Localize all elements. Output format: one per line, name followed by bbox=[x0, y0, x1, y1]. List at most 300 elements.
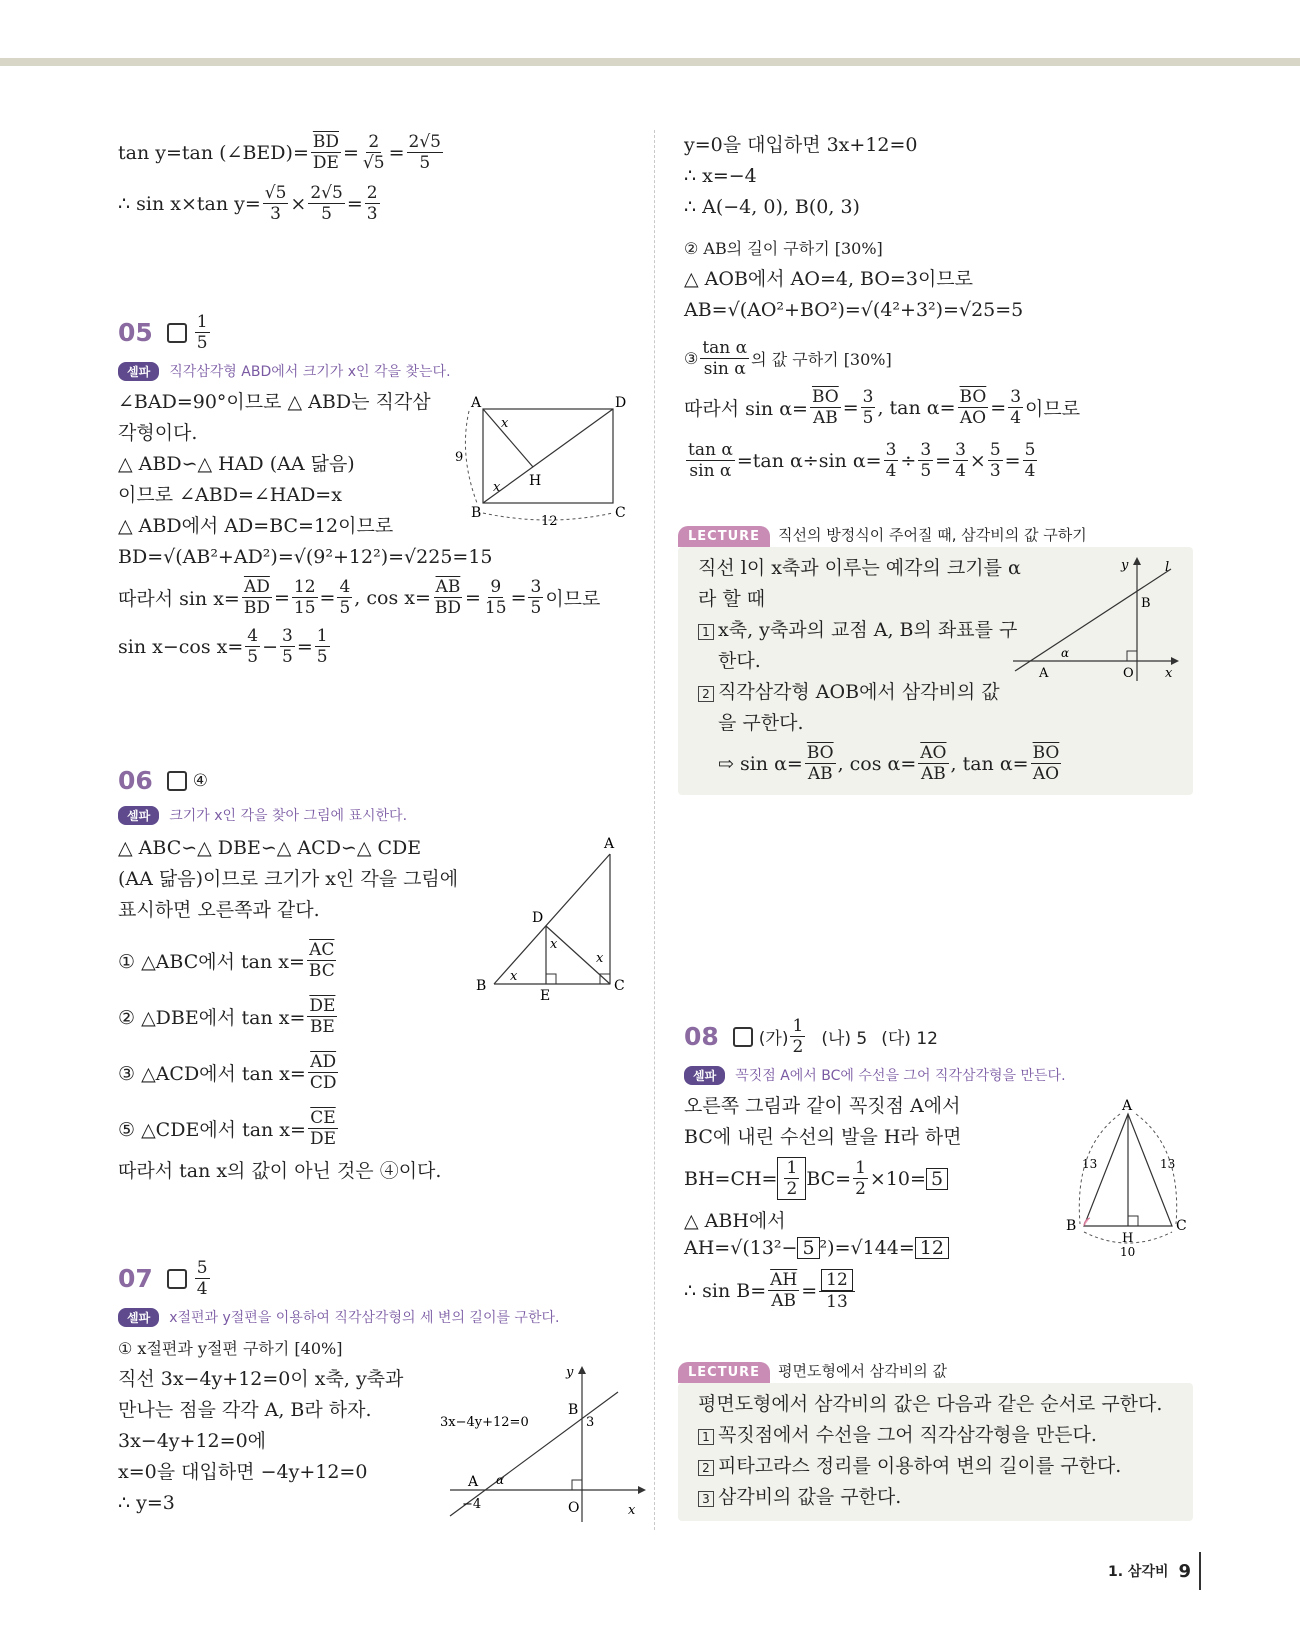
fraction bbox=[884, 440, 899, 481]
answer-icon bbox=[167, 771, 187, 791]
denominator: BD bbox=[243, 598, 270, 618]
angle-label-x: x bbox=[501, 416, 509, 431]
numerator: 1 bbox=[786, 1158, 798, 1178]
label-3: 3 bbox=[586, 1415, 595, 1430]
question-number: 05 bbox=[118, 318, 153, 347]
option-label: ⑤ △CDE에서 tan x= bbox=[118, 1118, 306, 1141]
text: 이므로 bbox=[1025, 398, 1081, 420]
answer-box: 12 bbox=[915, 1237, 949, 1259]
numerator: 1 bbox=[855, 1158, 866, 1178]
text-line: ∠BAD=90°이므로 △ ABD는 직각삼 bbox=[118, 391, 431, 413]
numerator: 2 bbox=[366, 183, 378, 203]
text: tan y=tan (∠BED)= bbox=[118, 141, 309, 164]
step-number: 1 bbox=[698, 624, 714, 640]
text: AH=√(13²− bbox=[684, 1237, 798, 1259]
numerator: $\overline{AO}$ bbox=[920, 743, 947, 763]
label-b: B bbox=[1141, 596, 1151, 611]
top-block bbox=[118, 132, 445, 224]
text: ⇨ sin α= bbox=[718, 752, 803, 775]
denominator: 4 bbox=[885, 461, 897, 481]
fraction bbox=[853, 1158, 868, 1199]
text: BC= bbox=[806, 1167, 852, 1190]
text-line: 오른쪽 그림과 같이 꼭짓점 A에서 bbox=[684, 1095, 961, 1117]
label-a: A bbox=[1039, 666, 1049, 681]
step-number: 2 bbox=[698, 1460, 714, 1476]
hint-tag: 셀파 bbox=[684, 1066, 725, 1085]
option-label: ③ △ACD에서 tan x= bbox=[118, 1062, 306, 1085]
denominator: 5 bbox=[920, 461, 932, 481]
fraction bbox=[805, 743, 836, 784]
label-a: A bbox=[1122, 1098, 1133, 1114]
angle-label-x: x bbox=[596, 951, 604, 966]
question-header bbox=[684, 1016, 1066, 1057]
q08-isosceles-figure bbox=[1060, 1098, 1210, 1258]
text-line: 표시하면 오른쪽과 같다. bbox=[118, 899, 320, 921]
lecture-tag: LECTURE bbox=[678, 526, 770, 547]
q06-triangle-figure bbox=[470, 832, 630, 1002]
answer-icon bbox=[733, 1027, 753, 1047]
text-line: 직선 l이 x축과 이루는 예각의 크기를 α bbox=[698, 557, 1021, 579]
fraction bbox=[768, 1270, 799, 1311]
line-l bbox=[1015, 569, 1171, 671]
hint-tag: 셀파 bbox=[118, 362, 159, 381]
hint-text: x절편과 y절편을 이용하여 직각삼각형의 세 변의 길이를 구한다. bbox=[169, 1310, 560, 1326]
numerator: tan α bbox=[688, 440, 733, 460]
text-line: 라 할 때 bbox=[698, 588, 766, 610]
denominator: √5 bbox=[362, 153, 385, 173]
q07-continued bbox=[684, 130, 1080, 481]
numerator: $\overline{BO}$ bbox=[806, 743, 834, 763]
fraction bbox=[292, 577, 318, 618]
numerator: 5 bbox=[989, 440, 1001, 460]
hint-text: 직각삼각형 ABD에서 크기가 x인 각을 찾는다. bbox=[169, 364, 451, 380]
text-line: ∴ x=−4 bbox=[684, 165, 757, 187]
numerator: 9 bbox=[490, 577, 502, 597]
numerator: $\overline{AD}$ bbox=[243, 577, 270, 597]
label-b: B bbox=[471, 505, 482, 521]
numerator: 1 bbox=[316, 626, 328, 646]
denominator: DE bbox=[309, 1128, 336, 1149]
text: sin x−cos x= bbox=[118, 635, 244, 658]
denominator: 3 bbox=[366, 204, 378, 224]
denominator: 5 bbox=[282, 647, 293, 667]
x-label: x bbox=[1165, 666, 1173, 681]
denominator: 2 bbox=[786, 1179, 798, 1199]
denominator: 4 bbox=[1010, 408, 1022, 428]
denominator: BC bbox=[308, 960, 335, 981]
numerator: 5 bbox=[1024, 440, 1036, 460]
angle-alpha: α bbox=[1061, 646, 1070, 660]
answer-box: 5 bbox=[797, 1237, 819, 1259]
text: ∴ sin B= bbox=[684, 1279, 767, 1302]
option-row bbox=[118, 932, 458, 988]
denominator: CD bbox=[309, 1072, 337, 1093]
step-text: 피타고라스 정리를 이용하여 변의 길이를 구한다. bbox=[718, 1455, 1122, 1477]
right-angle-h bbox=[1128, 1216, 1138, 1226]
label-a: A bbox=[471, 395, 482, 411]
numerator: 2 bbox=[368, 132, 380, 152]
numerator: 2√5 bbox=[310, 183, 343, 203]
label-13: 13 bbox=[1082, 1157, 1098, 1171]
text-line: 만나는 점을 각각 A, B라 하자. bbox=[118, 1399, 372, 1421]
fraction bbox=[433, 577, 463, 618]
denominator: AB bbox=[812, 408, 838, 428]
numerator: $\overline{BO}$ bbox=[959, 387, 987, 407]
text-line: BC에 내린 수선의 발을 H라 하면 bbox=[684, 1126, 962, 1148]
top-banner bbox=[0, 58, 1300, 66]
numerator: 3 bbox=[282, 626, 293, 646]
answer-fraction bbox=[195, 312, 210, 353]
denominator: sin α bbox=[703, 359, 746, 379]
text-line: 이므로 ∠ABD=∠HAD=x bbox=[118, 484, 342, 506]
text: , tan α= bbox=[950, 752, 1029, 775]
denominator: BD bbox=[434, 598, 461, 618]
numerator: 3 bbox=[955, 440, 966, 460]
lecture-content bbox=[678, 1383, 1193, 1521]
fraction bbox=[311, 132, 341, 173]
text-line: 3x−4y+12=0에 bbox=[118, 1430, 267, 1452]
tan-over-sin-line: $\frac{\text{tan α}}{\text{sin α}}$ =tan α÷sin α= $\frac{3}{4}$ ÷ $\frac{3}{5}$ = $\frac{3}{4}$ × $\frac{5}{3}$ = $\frac{5}{4}$ bbox=[688, 440, 1036, 481]
label-b: B bbox=[1066, 1218, 1077, 1234]
question-06 bbox=[118, 766, 458, 1187]
label-9: 9 bbox=[455, 450, 464, 465]
lecture-content bbox=[678, 547, 1193, 795]
denominator: 5 bbox=[862, 408, 874, 428]
step-2-heading: ② AB의 길이 구하기 [30%] bbox=[684, 239, 883, 258]
hint-tag: 셀파 bbox=[118, 1308, 159, 1327]
fraction bbox=[361, 132, 387, 173]
question-header bbox=[118, 1258, 559, 1299]
question-header bbox=[118, 312, 600, 353]
x-axis-arrow-icon bbox=[638, 1486, 646, 1494]
text-line: △ ABD∽△ HAD (AA 닮음) bbox=[118, 453, 355, 475]
numerator: $\overline{BO}$ bbox=[811, 387, 839, 407]
option-row bbox=[118, 1044, 458, 1100]
numerator: 3 bbox=[862, 387, 874, 407]
text-line: ∴ A(−4, 0), B(0, 3) bbox=[684, 196, 860, 218]
fraction bbox=[819, 1269, 855, 1312]
chapter-label: 1. 삼각비 bbox=[1108, 1564, 1169, 1580]
fraction bbox=[810, 387, 841, 428]
sinx-tany-line: ∴ sin x×tan y= $\frac{√5}{3}$ × $\frac{2√5}{5}$ = $\frac{2}{3}$ bbox=[118, 183, 378, 224]
label-d: D bbox=[615, 395, 627, 411]
text: ²)=√144= bbox=[819, 1237, 915, 1259]
text-line: △ ABC∽△ DBE∽△ ACD∽△ CDE bbox=[118, 837, 422, 859]
right-angle-e bbox=[546, 974, 556, 984]
text: 이므로 bbox=[545, 588, 601, 610]
fraction bbox=[1031, 743, 1062, 784]
fraction bbox=[307, 940, 337, 981]
label-13: 13 bbox=[1160, 1157, 1176, 1171]
step-line bbox=[698, 1482, 1177, 1513]
hint-tag: 셀파 bbox=[118, 806, 159, 825]
numerator: 3 bbox=[1010, 387, 1022, 407]
text: ∴ sin x×tan y= bbox=[118, 192, 261, 215]
text: 따라서 sin α= bbox=[684, 398, 808, 420]
q05-rectangle-figure bbox=[455, 395, 635, 530]
angle-label-x: x bbox=[493, 480, 501, 495]
fraction bbox=[1023, 440, 1038, 481]
numerator: 3 bbox=[885, 440, 897, 460]
lecture-box-2 bbox=[678, 1360, 1193, 1521]
q08-body bbox=[684, 1091, 1066, 1312]
y-label: y bbox=[566, 1365, 574, 1380]
label-o: O bbox=[568, 1500, 580, 1516]
lecture-header bbox=[678, 1360, 1193, 1383]
denominator: 3 bbox=[270, 204, 281, 224]
y-label: y bbox=[1121, 558, 1129, 573]
step-text: 한다. bbox=[718, 650, 761, 672]
angle-alpha: α bbox=[496, 1473, 505, 1487]
side-ba bbox=[494, 854, 610, 984]
answer-label-a: (가) bbox=[758, 1029, 789, 1049]
option-label: ② △DBE에서 tan x= bbox=[118, 1006, 306, 1029]
label-h: H bbox=[529, 473, 542, 489]
conclusion: 따라서 tan x의 값이 아닌 것은 ④이다. bbox=[118, 1160, 442, 1182]
fraction bbox=[308, 183, 344, 224]
answer-icon bbox=[167, 323, 187, 343]
numerator: 3 bbox=[920, 440, 932, 460]
denominator: 5 bbox=[530, 598, 542, 618]
denominator: 5 bbox=[316, 647, 328, 667]
answer-box: 12 bbox=[821, 1269, 853, 1291]
denominator: AB bbox=[771, 1291, 797, 1311]
x-label: x bbox=[628, 1503, 636, 1518]
numerator: 1 bbox=[196, 312, 208, 332]
text-line: △ AOB에서 AO=4, BO=3이므로 bbox=[684, 268, 974, 290]
column-divider bbox=[654, 130, 655, 1530]
text-line: △ ABD에서 AD=BC=12이므로 bbox=[118, 515, 394, 537]
option-row bbox=[118, 1100, 458, 1156]
fraction bbox=[528, 577, 543, 618]
denominator: sin α bbox=[689, 461, 732, 481]
answer-fraction bbox=[790, 1016, 805, 1057]
step-3-heading bbox=[684, 338, 1080, 379]
numerator: 4 bbox=[339, 577, 351, 597]
denominator: AO bbox=[1032, 764, 1060, 784]
numerator: $\overline{AC}$ bbox=[309, 939, 335, 960]
lecture-box-1 bbox=[678, 524, 1193, 795]
label-b: B bbox=[476, 978, 487, 994]
label-12: 12 bbox=[541, 514, 558, 529]
line-label: l bbox=[1165, 560, 1170, 575]
step-line bbox=[698, 1420, 1177, 1451]
text: 따라서 sin x= bbox=[118, 588, 240, 610]
denominator: 13 bbox=[826, 1292, 848, 1312]
numerator: $\overline{AH}$ bbox=[770, 1270, 798, 1290]
label-c: C bbox=[614, 978, 625, 994]
tan-y-line: tan y=tan (∠BED)= $\frac{\overline{BD}}{DE}$ = $\frac{2}{√5}$ = $\frac{2√5}{5}$ bbox=[118, 132, 441, 173]
x-axis-arrow-icon bbox=[1171, 657, 1179, 665]
angle-label-x: x bbox=[510, 969, 518, 984]
lecture-1-graph bbox=[1013, 557, 1183, 687]
denominator: AB bbox=[807, 764, 833, 784]
step-text: 을 구한다. bbox=[718, 712, 804, 734]
fraction bbox=[307, 996, 337, 1037]
footer-rule bbox=[1199, 1552, 1201, 1590]
hint-row bbox=[118, 805, 458, 825]
denominator: BE bbox=[309, 1016, 335, 1037]
text: , cos x= bbox=[354, 586, 431, 609]
question-header bbox=[118, 766, 458, 795]
bd-line: BD=√(AB²+AD²)=√(9²+12²)=√225=15 bbox=[118, 546, 493, 568]
fraction bbox=[315, 626, 330, 667]
sinb-line: ∴ sin B= $\frac{\overline{AH}}{AB}$ = $\frac{12}{13}$ bbox=[684, 1269, 1066, 1312]
answer-value: ④ bbox=[192, 770, 209, 791]
fraction bbox=[245, 626, 260, 667]
fraction bbox=[953, 440, 968, 481]
denominator: AB bbox=[921, 764, 946, 784]
denominator: 4 bbox=[955, 461, 966, 481]
text: ÷ bbox=[900, 449, 917, 472]
text-line: 평면도형에서 삼각비의 값은 다음과 같은 순서로 구한다. bbox=[698, 1393, 1163, 1415]
numerator: 12 bbox=[293, 577, 316, 597]
fraction bbox=[280, 626, 295, 667]
q07-line-graph bbox=[440, 1362, 650, 1522]
result-line: sin x−cos x= $\frac{4}{5}$ − $\frac{3}{5}$ = $\frac{1}{5}$ bbox=[118, 626, 328, 667]
ah-line bbox=[684, 1237, 1066, 1259]
lecture-title: 직선의 방정식이 주어질 때, 삼각비의 값 구하기 bbox=[778, 526, 1087, 544]
denominator: 2 bbox=[855, 1179, 866, 1199]
step-text: 꼭짓점에서 수선을 그어 직각삼각형을 만든다. bbox=[718, 1424, 1097, 1446]
denominator: 15 bbox=[484, 598, 507, 618]
fraction bbox=[242, 577, 272, 618]
question-number: 07 bbox=[118, 1264, 153, 1293]
text: 의 값 구하기 [30%] bbox=[751, 350, 892, 369]
numerator: 1 bbox=[792, 1016, 804, 1036]
question-number: 06 bbox=[118, 766, 153, 795]
denominator: 5 bbox=[247, 647, 259, 667]
hint-row bbox=[118, 361, 600, 381]
text: =tan α÷sin α= bbox=[736, 449, 882, 472]
page-footer bbox=[1108, 1552, 1201, 1590]
step-line bbox=[698, 1451, 1177, 1482]
numerator: tan α bbox=[702, 338, 748, 358]
text: , tan α= bbox=[877, 396, 956, 419]
right-angle-o bbox=[572, 1480, 582, 1490]
label-minus4: −4 bbox=[462, 1497, 482, 1512]
fraction bbox=[365, 183, 380, 224]
denominator: 4 bbox=[1024, 461, 1036, 481]
answer-box bbox=[777, 1157, 806, 1200]
option-label: ① △ABC에서 tan x= bbox=[118, 950, 305, 973]
step-text: 삼각비의 값을 구한다. bbox=[718, 1486, 902, 1508]
text-line: ∴ y=3 bbox=[118, 1492, 175, 1514]
step-number: 1 bbox=[698, 1429, 714, 1445]
text-line: 각형이다. bbox=[118, 422, 198, 444]
text-line: 직선 3x−4y+12=0이 x축, y축과 bbox=[118, 1368, 404, 1390]
numerator: 2√5 bbox=[408, 132, 441, 152]
fraction bbox=[958, 387, 989, 428]
text-line: △ ABH에서 bbox=[684, 1210, 786, 1232]
denominator: 5 bbox=[339, 598, 351, 618]
label-c: C bbox=[615, 505, 626, 521]
side-arc-9 bbox=[465, 411, 477, 503]
lecture-title: 평면도형에서 삼각비의 값 bbox=[778, 1362, 947, 1380]
denominator: 4 bbox=[196, 1279, 208, 1299]
step-text: x축, y축과의 교점 A, B의 좌표를 구 bbox=[718, 619, 1018, 641]
answer-icon bbox=[167, 1269, 187, 1289]
lecture-tag: LECTURE bbox=[678, 1362, 770, 1383]
step-text: 직각삼각형 AOB에서 삼각비의 값 bbox=[718, 681, 1000, 703]
right-angle-o bbox=[1127, 651, 1137, 661]
fraction bbox=[918, 440, 933, 481]
sin-tan-line: 따라서 sin α= $\frac{\overline{BO}}{AB}$ = $\frac{3}{5}$ , tan α= $\frac{\overline{BO}}{AO}$ = $\frac{3}{4}$ 이므로 bbox=[684, 387, 1081, 428]
hint-text: 꼭짓점 A에서 BC에 수선을 그어 직각삼각형을 만든다. bbox=[735, 1068, 1066, 1084]
angle-b-mark bbox=[1084, 1218, 1090, 1226]
answer-c: (다) 12 bbox=[881, 1029, 938, 1049]
numerator: √5 bbox=[264, 183, 287, 203]
numerator: 4 bbox=[247, 626, 259, 646]
numerator: $\overline{AB}$ bbox=[435, 577, 461, 597]
text-line: y=0을 대입하면 3x+12=0 bbox=[684, 134, 918, 156]
label-d: D bbox=[532, 910, 544, 926]
numerator: $\overline{DE}$ bbox=[309, 995, 336, 1016]
text: ×10= bbox=[869, 1167, 926, 1190]
formula-line bbox=[698, 743, 1177, 784]
question-08 bbox=[684, 1016, 1066, 1312]
label-a: A bbox=[468, 1474, 479, 1490]
answer-b: (나) 5 bbox=[821, 1029, 868, 1049]
numerator: $\overline{BD}$ bbox=[312, 132, 339, 152]
page-number: 9 bbox=[1178, 1560, 1192, 1582]
fraction bbox=[483, 577, 509, 618]
label-b: B bbox=[568, 1402, 579, 1418]
numerator: 3 bbox=[530, 577, 542, 597]
fraction bbox=[263, 183, 289, 224]
text: , cos α= bbox=[837, 752, 917, 775]
text: × bbox=[969, 449, 986, 472]
label-10: 10 bbox=[1120, 1245, 1136, 1258]
fraction bbox=[988, 440, 1003, 481]
denominator: 5 bbox=[321, 204, 332, 224]
y-axis-arrow-icon bbox=[1133, 557, 1141, 565]
fraction bbox=[784, 1158, 799, 1199]
text: BH=CH= bbox=[684, 1167, 778, 1190]
label-a: A bbox=[604, 836, 615, 852]
numerator: $\overline{CE}$ bbox=[310, 1107, 336, 1128]
denominator: 5 bbox=[419, 153, 431, 173]
label-o: O bbox=[1123, 666, 1134, 681]
fraction bbox=[700, 338, 749, 379]
text-line: x=0을 대입하면 −4y+12=0 bbox=[118, 1461, 368, 1483]
hint-text: 크기가 x인 각을 찾아 그림에 표시한다. bbox=[169, 808, 408, 824]
step-1-heading: ① x절편과 y절편 구하기 [40%] bbox=[118, 1339, 343, 1358]
label-c: C bbox=[1176, 1218, 1187, 1234]
hint-row bbox=[684, 1065, 1066, 1085]
fraction bbox=[337, 577, 352, 618]
fraction bbox=[861, 387, 876, 428]
y-axis-arrow-icon bbox=[578, 1366, 586, 1374]
denominator: 5 bbox=[196, 333, 208, 353]
angle-label-x: x bbox=[550, 937, 558, 952]
label-h: H bbox=[1122, 1231, 1134, 1246]
text: ③ bbox=[684, 349, 699, 368]
question-number: 08 bbox=[684, 1022, 719, 1051]
text-line: (AA 닮음)이므로 크기가 x인 각을 그림에 bbox=[118, 868, 459, 890]
bh-line bbox=[684, 1157, 1066, 1200]
numerator: 5 bbox=[196, 1258, 208, 1278]
denominator: 2 bbox=[792, 1037, 804, 1057]
fraction bbox=[407, 132, 443, 173]
step-number: 3 bbox=[698, 1491, 714, 1507]
fraction bbox=[308, 1052, 339, 1093]
label-e: E bbox=[540, 988, 551, 1002]
denominator: 3 bbox=[989, 461, 1001, 481]
answer-box: 5 bbox=[926, 1168, 948, 1190]
fraction bbox=[1008, 387, 1023, 428]
sin-cos-line: 따라서 sin x= $\frac{\overline{AD}}{BD}$ = $\frac{12}{15}$ = $\frac{4}{5}$ , cos x= $\frac{\overline{AB}}{BD}$ = $\frac{9}{15}$ = $\frac{3}{5}$ 이므로 bbox=[118, 577, 601, 618]
